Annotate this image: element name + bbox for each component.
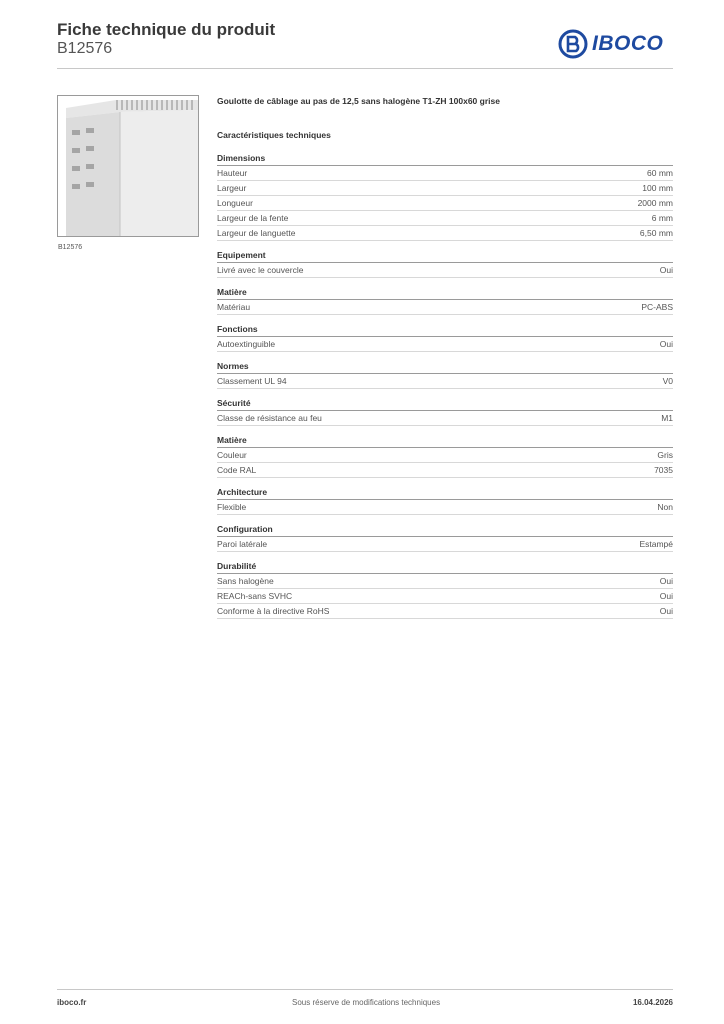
- cable-duct-image: [58, 96, 198, 236]
- spec-row: [217, 589, 673, 604]
- footer-divider: [57, 989, 673, 990]
- spec-value: 100 mm: [642, 183, 673, 193]
- spec-value: Oui: [659, 606, 673, 616]
- spec-row: [217, 574, 673, 589]
- product-reference: B12576: [57, 40, 113, 57]
- footer-website: iboco.fr: [57, 998, 87, 1007]
- spec-row: [217, 196, 673, 211]
- section-title: Dimensions: [217, 153, 673, 166]
- spec-label: Paroi latérale: [217, 539, 268, 549]
- spec-row: [217, 263, 673, 278]
- spec-label: Classement UL 94: [217, 376, 287, 386]
- product-details: [217, 96, 673, 619]
- section-title: Fonctions: [217, 324, 673, 337]
- spec-label: Classe de résistance au feu: [217, 413, 322, 423]
- spec-section-dimensions: [217, 153, 673, 241]
- spec-label: Conforme à la directive RoHS: [217, 606, 330, 616]
- spec-value: 6,50 mm: [639, 228, 673, 238]
- spec-label: Code RAL: [217, 465, 257, 475]
- page-title: Fiche technique du produit: [57, 20, 276, 39]
- spec-value: PC-ABS: [641, 302, 673, 312]
- spec-section-matiere: [217, 287, 673, 315]
- spec-value: 2000 mm: [637, 198, 673, 208]
- spec-value: Non: [657, 502, 673, 512]
- spec-value: Oui: [659, 339, 673, 349]
- spec-label: Autoextinguible: [217, 339, 276, 349]
- section-title: Sécurité: [217, 398, 673, 411]
- spec-section-securite: [217, 398, 673, 426]
- spec-section-configuration: [217, 524, 673, 552]
- product-image: [57, 95, 199, 237]
- spec-value: Gris: [657, 450, 673, 460]
- specs-heading: Caractéristiques techniques: [217, 130, 331, 140]
- spec-row: [217, 411, 673, 426]
- spec-section-normes: [217, 361, 673, 389]
- section-title: Durabilité: [217, 561, 673, 574]
- spec-row: [217, 500, 673, 515]
- spec-value: V0: [662, 376, 673, 386]
- footer-date: 16.04.2026: [632, 998, 673, 1007]
- spec-value: Oui: [659, 576, 673, 586]
- spec-section-matiere-couleur: [217, 435, 673, 478]
- spec-row: [217, 226, 673, 241]
- spec-label: Flexible: [217, 502, 247, 512]
- image-caption: B12576: [58, 244, 83, 251]
- spec-row: [217, 448, 673, 463]
- product-name: Goulotte de câblage au pas de 12,5 sans halogène T1-ZH 100x60 grise: [217, 96, 500, 106]
- spec-row: [217, 463, 673, 478]
- section-title: Matière: [217, 435, 673, 448]
- spec-label: REACh-sans SVHC: [217, 591, 293, 601]
- footer-notice: Sous réserve de modifications techniques: [292, 998, 441, 1007]
- spec-section-architecture: [217, 487, 673, 515]
- section-title: Normes: [217, 361, 673, 374]
- spec-label: Couleur: [217, 450, 247, 460]
- section-title: Configuration: [217, 524, 673, 537]
- spec-row: [217, 300, 673, 315]
- spec-section-fonctions: [217, 324, 673, 352]
- section-title: Matière: [217, 287, 673, 300]
- spec-row: [217, 211, 673, 226]
- spec-section-durabilite: [217, 561, 673, 619]
- spec-value: Oui: [659, 265, 673, 275]
- spec-label: Livré avec le couvercle: [217, 265, 304, 275]
- spec-row: [217, 337, 673, 352]
- header-divider: [57, 68, 673, 69]
- spec-row: [217, 537, 673, 552]
- spec-row: [217, 166, 673, 181]
- section-title: Equipement: [217, 250, 673, 263]
- brand-logo: [558, 28, 673, 60]
- spec-label: Largeur: [217, 183, 247, 193]
- spec-row: [217, 181, 673, 196]
- spec-value: Oui: [659, 591, 673, 601]
- spec-label: Largeur de la fente: [217, 213, 289, 223]
- spec-label: Matériau: [217, 302, 251, 312]
- iboco-logo-icon: [558, 29, 588, 59]
- spec-value: 7035: [654, 465, 673, 475]
- spec-row: [217, 374, 673, 389]
- spec-value: M1: [661, 413, 673, 423]
- section-title: Architecture: [217, 487, 673, 500]
- spec-value: 60 mm: [647, 168, 673, 178]
- spec-row: [217, 604, 673, 619]
- spec-label: Sans halogène: [217, 576, 274, 586]
- spec-section-equipement: [217, 250, 673, 278]
- spec-value: Estampé: [639, 539, 673, 549]
- spec-label: Longueur: [217, 198, 253, 208]
- spec-label: Largeur de languette: [217, 228, 296, 238]
- logo-text: IBOCO: [592, 32, 664, 55]
- spec-label: Hauteur: [217, 168, 248, 178]
- spec-value: 6 mm: [651, 213, 673, 223]
